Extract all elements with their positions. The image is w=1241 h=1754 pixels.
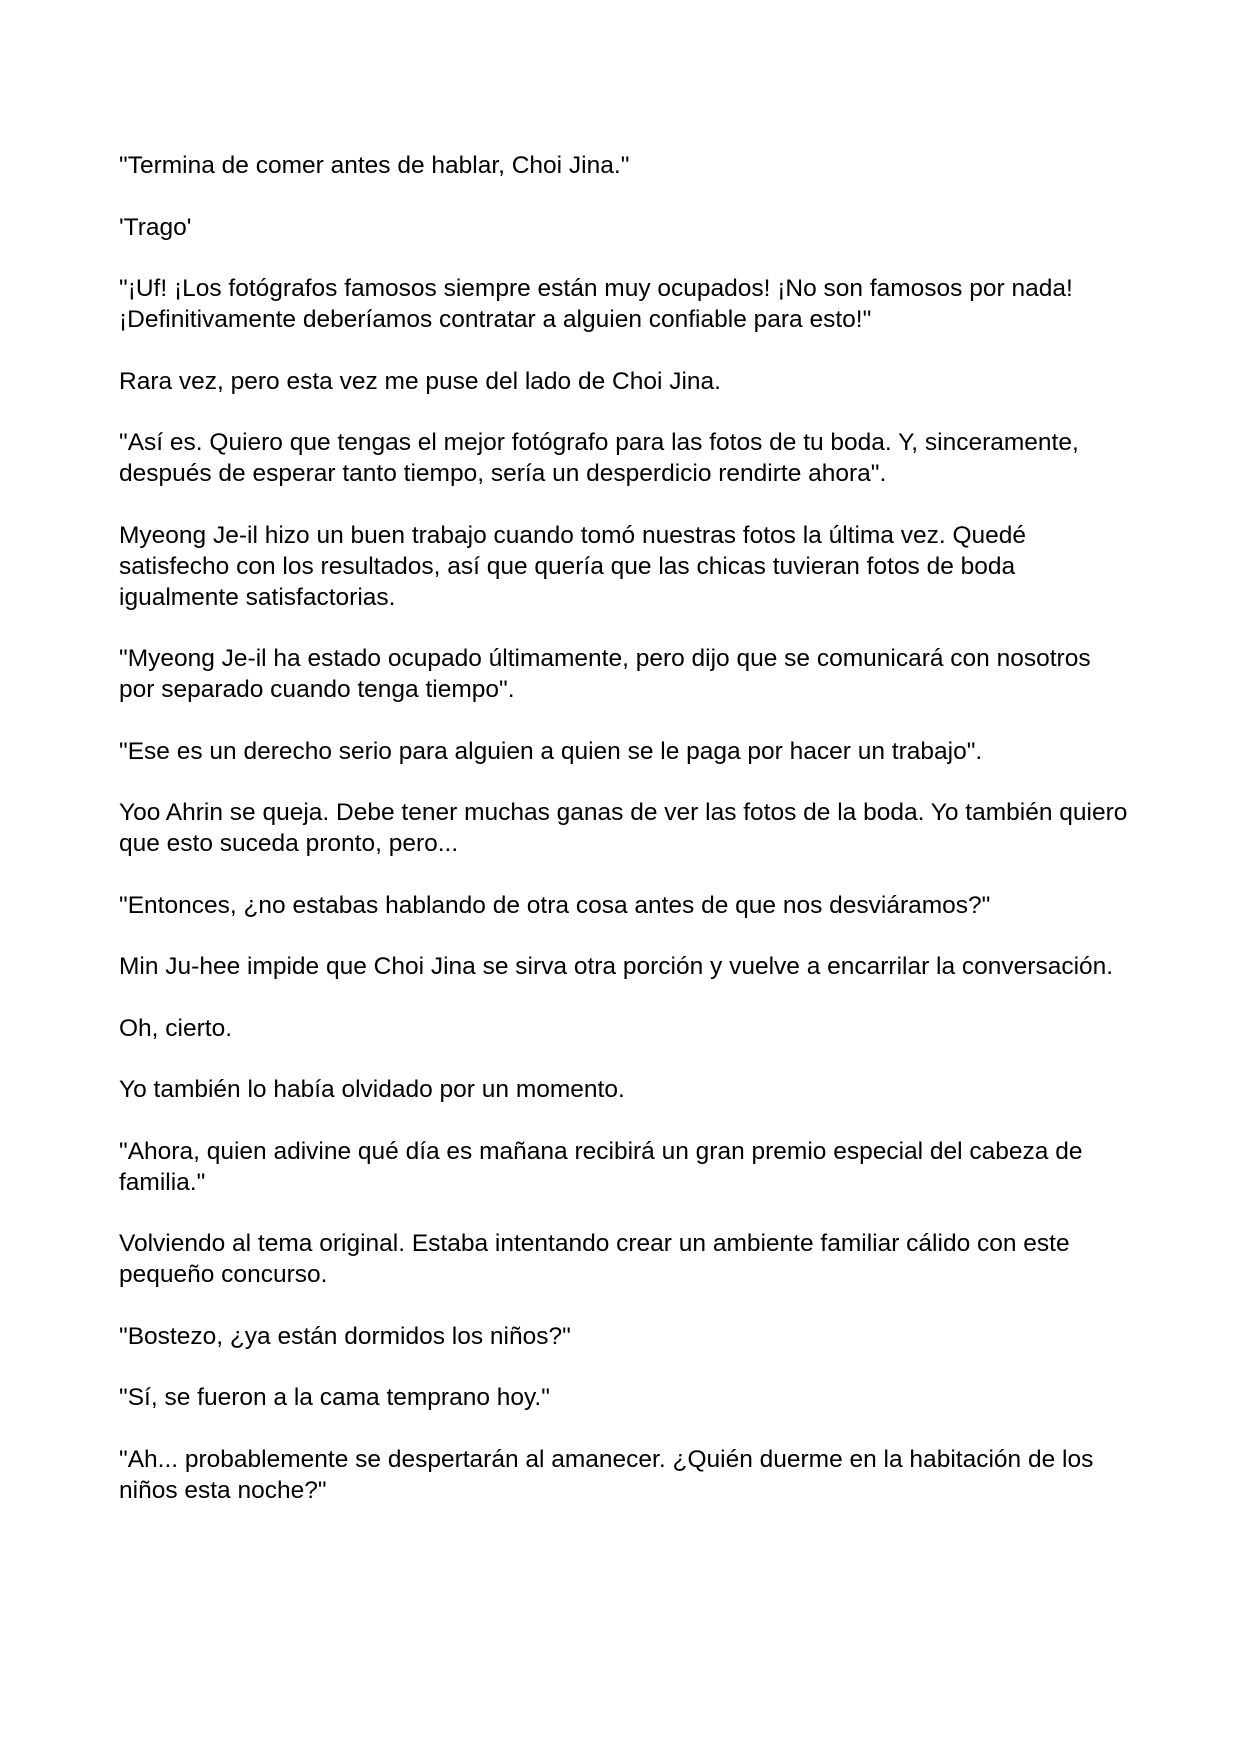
paragraph-4: Rara vez, pero esta vez me puse del lado de Choi Jina. xyxy=(119,367,721,395)
paragraph-13: Yo también lo había olvidado por un momento. xyxy=(119,1076,625,1103)
paragraph-17: "Sí, se fueron a la cama temprano hoy." xyxy=(119,1384,550,1411)
paragraph-18: "Ah... probablemente se despertarán al amanecer. ¿Quién duerme en la habitación de los niños esta noche?" xyxy=(119,1445,1094,1504)
paragraph-1: "Termina de comer antes de hablar, Choi Jina." xyxy=(119,152,630,179)
paragraph-15: Volviendo al tema original. Estaba intentando crear un ambiente familiar cálido con este pequeño concurso. xyxy=(119,1230,1070,1288)
paragraph-6: Myeong Je-il hizo un buen trabajo cuando tomó nuestras fotos la última vez. Quedé satisfecho con los resultados, así que quería que las chicas tuvieran fotos de boda igualmente satisfactorias. xyxy=(119,521,1027,611)
paragraph-14: "Ahora, quien adivine qué día es mañana recibirá un gran premio especial del cabeza de familia." xyxy=(119,1137,1083,1196)
paragraph-3: "¡Uf! ¡Los fotógrafos famosos siempre están muy ocupados! ¡No son famosos por nada! ¡Definitivamente deberíamos contratar a alguien confiable para esto!" xyxy=(119,275,1073,333)
paragraph-10: "Entonces, ¿no estabas hablando de otra cosa antes de que nos desviáramos?" xyxy=(119,891,991,919)
document-body xyxy=(119,150,1129,1536)
paragraph-9: Yoo Ahrin se queja. Debe tener muchas ganas de ver las fotos de la boda. Yo también quiero que esto suceda pronto, pero... xyxy=(119,799,1128,857)
paragraph-11: Min Ju-hee impide que Choi Jina se sirva otra porción y vuelve a encarrilar la conversación. xyxy=(119,953,1114,980)
paragraph-16: "Bostezo, ¿ya están dormidos los niños?" xyxy=(119,1322,571,1350)
paragraph-8: "Ese es un derecho serio para alguien a quien se le paga por hacer un trabajo". xyxy=(119,737,983,765)
paragraph-7: "Myeong Je-il ha estado ocupado últimamente, pero dijo que se comunicará con nosotros por separado cuando tenga tiempo". xyxy=(119,645,1091,703)
paragraph-12: Oh, cierto. xyxy=(119,1014,233,1042)
paragraph-2: 'Trago' xyxy=(119,213,192,241)
paragraph-5: "Así es. Quiero que tengas el mejor fotógrafo para las fotos de tu boda. Y, sinceramente, después de esperar tanto tiempo, sería un desperdicio rendirte ahora". xyxy=(119,429,1079,487)
